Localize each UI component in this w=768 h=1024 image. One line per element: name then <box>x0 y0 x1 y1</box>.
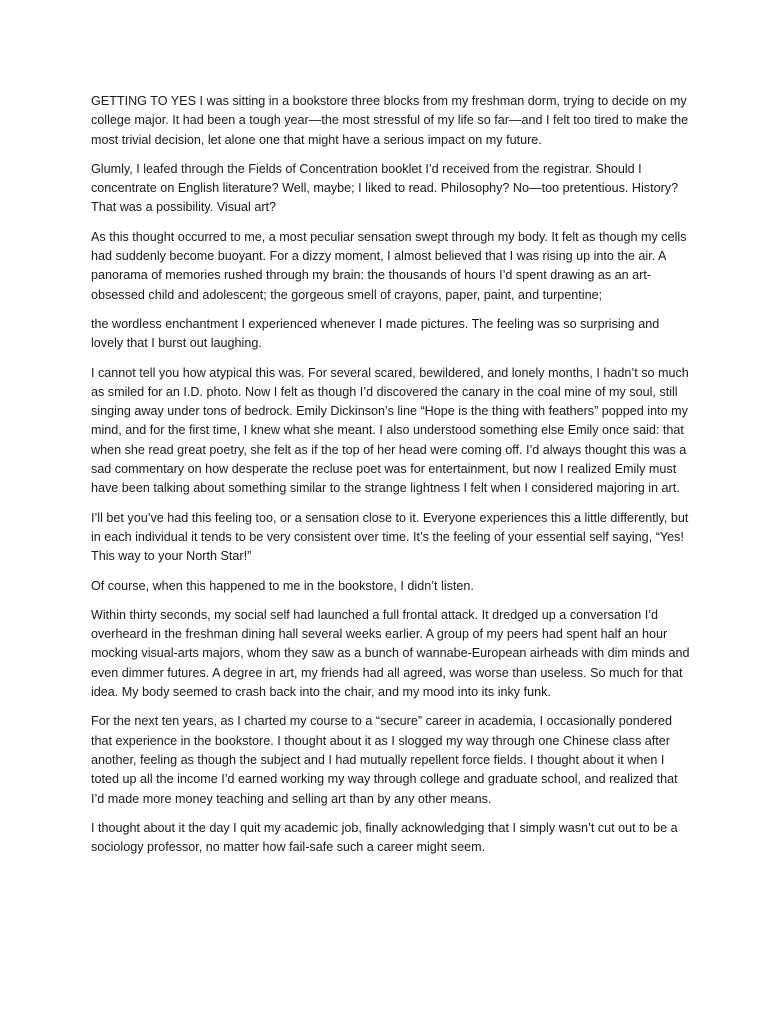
paragraph-9: For the next ten years, as I charted my course to a “secure” career in academia, I occasionally pondered that experience in the bookstore. I thought about it as I slogged my way through one Chinese class after another, feeling as though the subject and I had mutually repellent force fields. I thought about it when I toted up all the income I’d earned working my way through college and graduate school, and realized that I’d made more money teaching and selling art than by any other means. <box>91 714 678 806</box>
paragraph-4: the wordless enchantment I experienced whenever I made pictures. The feeling was so surprising and lovely that I burst out laughing. <box>91 316 660 351</box>
paragraph-1: GETTING TO YES I was sitting in a bookstore three blocks from my freshman dorm, trying to decide on my college major. It had been a tough year—the most stressful of my life so far—and I felt too tired to make the most trivial decision, let alone one that might have a serious impact on my future. <box>91 94 689 147</box>
paragraph-3: As this thought occurred to me, a most peculiar sensation swept through my body. It felt as though my cells had suddenly become buoyant. For a dizzy moment, I almost believed that I was rising up into the air. A panorama of memories rushed through my brain: the thousands of hours I’d spent drawing as an art-obsessed child and adolescent; the gorgeous smell of crayons, paper, paint, and turpentine; <box>91 229 687 302</box>
paragraph-2: Glumly, I leafed through the Fields of Concentration booklet I’d received from the registrar. Should I concentrate on English literature? Well, maybe; I liked to read. Philosophy? No—too pretentious. History? That was a possibility. Visual art? <box>91 161 679 215</box>
paragraph-5: I cannot tell you how atypical this was. For several scared, bewildered, and lonely months, I hadn’t so much as smiled for an I.D. photo. Now I felt as though I’d discovered the canary in the coal mine of my soul, still singing away under tons of bedrock. Emily Dickinson’s line “Hope is the thing with feathers” popped into my mind, and for the first time, I knew what she meant. I also understood something else Emily once said: that when she read great poetry, she felt as if the top of her head were coming off. I’d always thought this was a sad commentary on how desperate the recluse poet was for entertainment, but now I realized Emily must have been talking about something similar to the strange lightness I felt when I considered majoring in art. <box>91 365 689 496</box>
paragraph-7: Of course, when this happened to me in the bookstore, I didn’t listen. <box>91 578 474 593</box>
document-page <box>91 92 691 867</box>
paragraph-6: I’ll bet you’ve had this feeling too, or a sensation close to it. Everyone experiences this a little differently, but in each individual it tends to be very consistent over time. It’s the feeling of your essential self saying, “Yes! This way to your North Star!” <box>91 510 689 564</box>
paragraph-8: Within thirty seconds, my social self had launched a full frontal attack. It dredged up a conversation I’d overheard in the freshman dining hall several weeks earlier. A group of my peers had spent half an hour mocking visual-arts majors, whom they saw as a bunch of wannabe-European airheads with dim minds and even dimmer futures. A degree in art, my friends had all agreed, was worse than useless. So much for that idea. My body seemed to crash back into the chair, and my mood into its inky funk. <box>91 607 690 700</box>
paragraph-10: I thought about it the day I quit my academic job, finally acknowledging that I simply wasn’t cut out to be a sociology professor, no matter how fail-safe such a career might seem. <box>91 820 678 855</box>
